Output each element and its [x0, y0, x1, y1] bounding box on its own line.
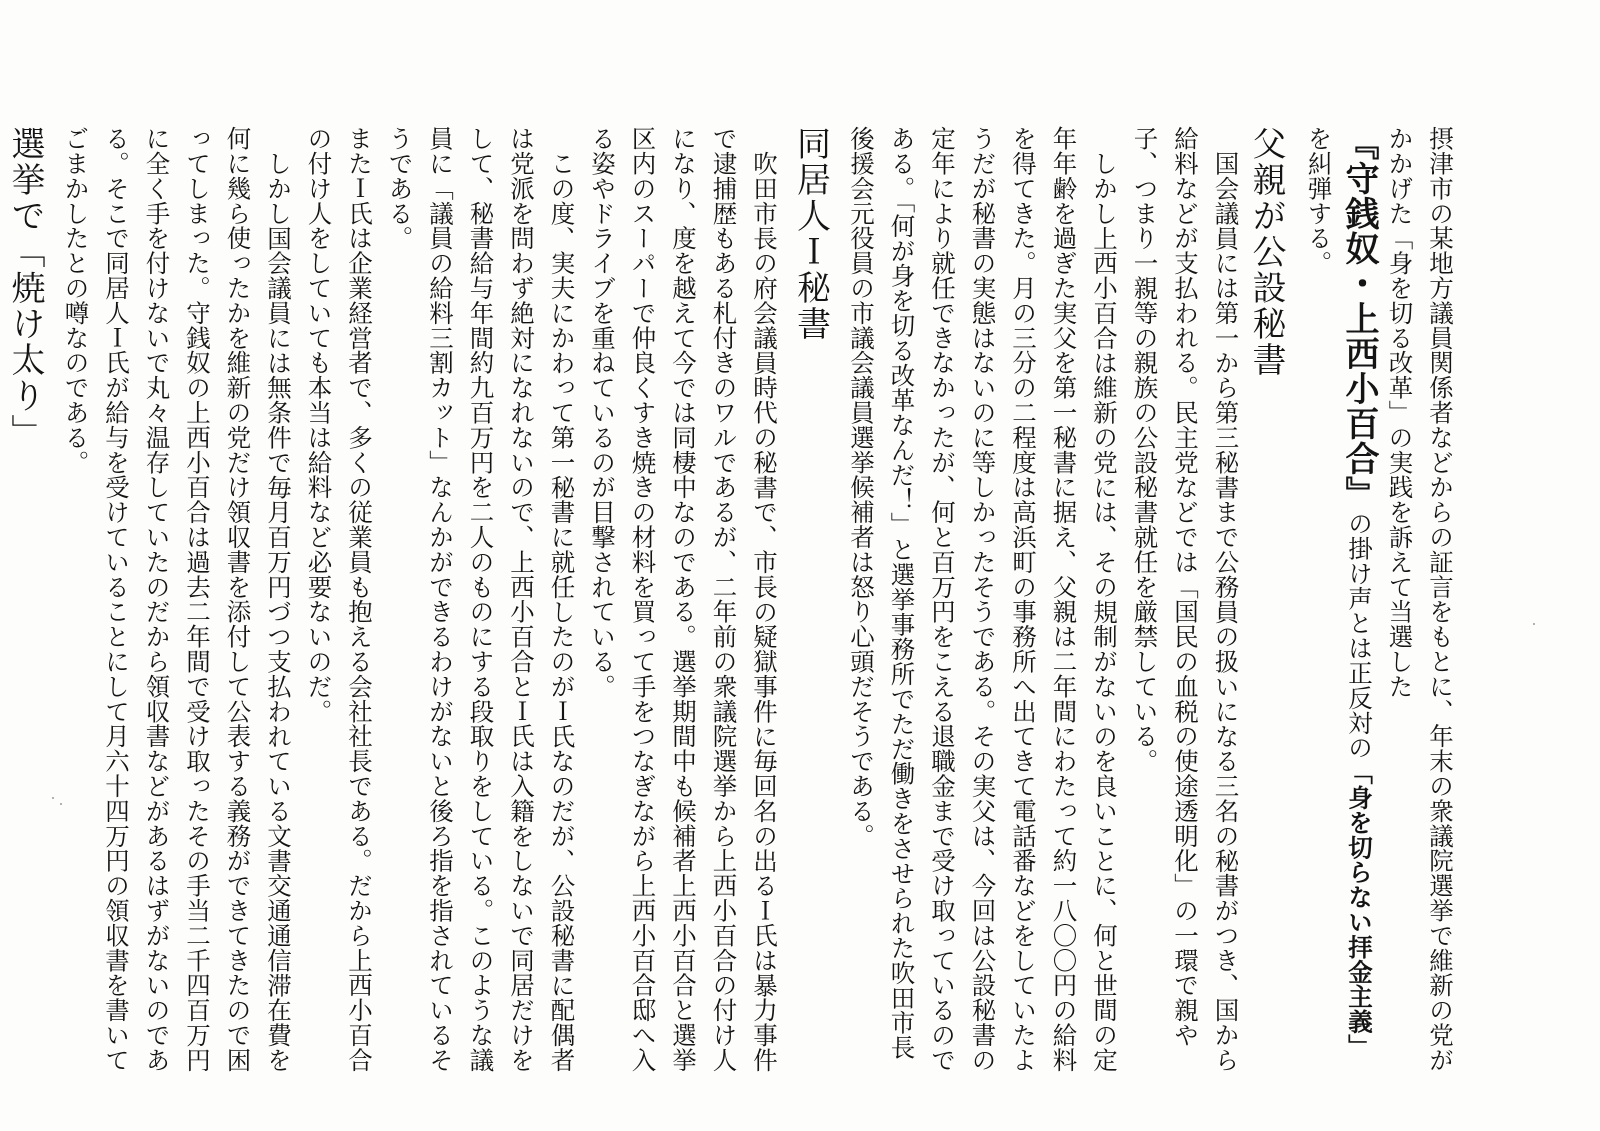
- section2-paragraph-4: しかし国会議員には無条件で毎月百万円づつ支払われている文書交通通信滞在費を何に幾ら使ったかを維新の党だけ領収書を添付して公表する義務ができてきたので困ってしまった。守銭奴の上西小百合は過去二年間で受け取ったその手当二千四百万円に全く手を付けないで丸々温存していたのだから領収書などがあるはずがないのである。そこで同居人Ｉ氏が給与を受けていることにして月六十四万円の領収書を書いてごまかしたとの噂なのである。: [61, 126, 293, 1073]
- scan-speck: [60, 803, 62, 805]
- section1-paragraph-2: しかし上西小百合は維新の党には、その規制がないのを良いことに、何と世間の定年年齢を過ぎた実父を第一秘書に据え、父親は二年間にわたって約一八〇〇円の給料を得てきた。月の三分の二程度は高浜町の事務所へ出てきて電話番などをしていたようだが秘書の実態はないのに等しかったそうである。その実父は、今回は公設秘書の定年により就任できなかったが、何と百万円をこえる退職金まで受け取っているのである。「何が身を切る改革なんだ！」と選挙事務所でただ働きをさせられた吹田市長後援会元役員の市議会議員選挙候補者は怒り心頭だそうである。: [847, 126, 1119, 1073]
- lead-emphasis: 「身を切らない拝金主義」: [1345, 760, 1374, 1059]
- lead-paragraph: [1298, 126, 1460, 1076]
- section2-paragraph-2: この度、実夫にかわって第一秘書に就任したのがＩ氏なのだが、公設秘書に配偶者は党派を問わず絶対になれないので、上西小百合とＩ氏は入籍をしないで同居だけをして、秘書給与年間約九百万円を二人のものにする段取りをしている。このような議員に「議員の給料三割カット」なんかができるわけがないと後ろ指を指されているそうである。: [385, 126, 577, 1073]
- section2-paragraph-3: またＩ氏は企業経営者で、多くの従業員も抱える会社社長である。だから上西小百合の付け人をしていても本当は給料など必要ないのだ。: [304, 126, 374, 1073]
- vertical-article: [0, 126, 1460, 1076]
- section1-paragraph-1: 国会議員には第一から第三秘書まで公務員の扱いになる三名の秘書がつき、国から給料などが支払われる。民主党などでは「国民の血税の使途透明化」の一環で親や子、つまり一親等の親族の公設秘書就任を厳禁している。: [1130, 126, 1241, 1072]
- scan-speck: [1533, 623, 1535, 625]
- article-title: 『守銭奴・上西小百合』: [1339, 126, 1379, 511]
- lead-text-1: 摂津市の某地方議員関係者などからの証言をもとに、年末の衆議院選挙で維新の党がかかげた「身を切る改革」の実践を訴えて当選した: [1385, 126, 1455, 1073]
- lead-text-3: を糾弾する。: [1304, 126, 1334, 276]
- section-heading-cohabitant-secretary: 同居人Ｉ秘書: [790, 126, 831, 342]
- lead-text-2: の掛け声とは正反対の: [1345, 511, 1374, 760]
- section2-paragraph-1: 吹田市長の府会議員時代の秘書で、市長の疑獄事件に毎回名の出るＩ氏は暴力事件で逮捕歴もある札付きのワルであるが、二年前の衆議院選挙から上西小百合の付け人になり、度を越えて今では同棲中なのである。選挙期間中も候補者上西小百合と選挙区内のスーパーで仲良くすき焼きの材料を買って手をつなぎながら上西小百合邸へ入る姿やドライブを重ねているのが目撃されている。: [588, 126, 779, 1073]
- section-heading-father-secretary: 父親が公設秘書: [1246, 126, 1286, 378]
- section-heading-election-profit: 選挙で「焼け太り」: [5, 126, 45, 450]
- scan-speck: [52, 797, 54, 799]
